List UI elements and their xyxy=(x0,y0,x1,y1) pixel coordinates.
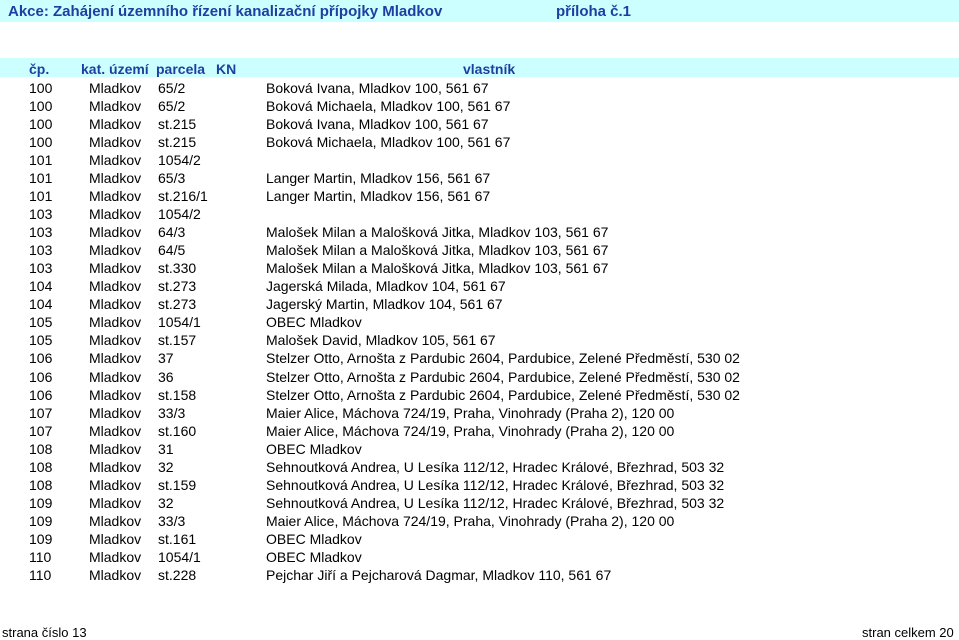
table-row xyxy=(0,530,959,548)
table-row xyxy=(0,566,959,584)
cell-cp: 103 xyxy=(29,224,53,241)
cell-ku: Mladkov xyxy=(89,476,142,493)
cell-parcela: 65/2 xyxy=(158,98,186,115)
cell-cp: 109 xyxy=(29,530,53,547)
cell-cp: 104 xyxy=(29,296,53,313)
table-row xyxy=(0,440,959,458)
cell-owner: Malošek Milan a Malošková Jitka, Mladkov 103, 561 67 xyxy=(266,260,609,277)
cell-owner: Maier Alice, Máchova 724/19, Praha, Vinohrady (Praha 2), 120 00 xyxy=(266,404,675,421)
table-row xyxy=(0,295,959,313)
page-total: stran celkem 20 xyxy=(862,625,954,640)
cell-cp: 106 xyxy=(29,368,53,385)
header-cp: čp. xyxy=(29,61,50,77)
cell-parcela: st.215 xyxy=(158,116,197,133)
table-row xyxy=(0,331,959,349)
cell-parcela: st.215 xyxy=(158,134,197,151)
cell-owner: Sehnoutková Andrea, U Lesíka 112/12, Hradec Králové, Březhrad, 503 32 xyxy=(266,494,725,511)
cell-cp: 101 xyxy=(29,152,53,169)
cell-owner: Malošek David, Mladkov 105, 561 67 xyxy=(266,332,496,349)
cell-ku: Mladkov xyxy=(89,278,142,295)
cell-ku: Mladkov xyxy=(89,530,142,547)
cell-cp: 106 xyxy=(29,350,53,367)
cell-parcela: st.228 xyxy=(158,566,197,583)
cell-cp: 110 xyxy=(29,548,52,565)
header-parcela: parcela xyxy=(156,61,206,77)
cell-ku: Mladkov xyxy=(89,242,142,259)
table-row xyxy=(0,259,959,277)
cell-owner: Boková Ivana, Mladkov 100, 561 67 xyxy=(266,80,489,96)
table-row xyxy=(0,187,959,205)
table-row xyxy=(0,404,959,422)
cell-ku: Mladkov xyxy=(89,386,142,403)
cell-parcela: 1054/2 xyxy=(158,206,201,223)
cell-owner: Sehnoutková Andrea, U Lesíka 112/12, Hradec Králové, Březhrad, 503 32 xyxy=(266,476,725,493)
cell-owner: Stelzer Otto, Arnošta z Pardubic 2604, Pardubice, Zelené Předměstí, 530 02 xyxy=(266,386,740,403)
cell-parcela: 33/3 xyxy=(158,404,186,421)
cell-ku: Mladkov xyxy=(89,404,142,421)
table-row xyxy=(0,368,959,386)
cell-cp: 107 xyxy=(29,422,53,439)
cell-owner: Jagerský Martin, Mladkov 104, 561 67 xyxy=(266,296,503,313)
table-row xyxy=(0,223,959,241)
cell-owner: Pejchar Jiří a Pejcharová Dagmar, Mladkov 110, 561 67 xyxy=(266,566,612,583)
table-row xyxy=(0,458,959,476)
cell-cp: 110 xyxy=(29,566,52,583)
cell-ku: Mladkov xyxy=(89,188,142,205)
cell-ku: Mladkov xyxy=(89,566,142,583)
cell-ku: Mladkov xyxy=(89,116,142,133)
cell-owner: Langer Martin, Mladkov 156, 561 67 xyxy=(266,170,491,187)
cell-cp: 108 xyxy=(29,440,53,457)
cell-cp: 101 xyxy=(29,188,53,205)
cell-parcela: st.330 xyxy=(158,260,197,277)
cell-parcela: 32 xyxy=(158,494,174,511)
cell-ku: Mladkov xyxy=(89,134,142,151)
header-ku: kat. území xyxy=(81,61,149,77)
cell-parcela: 37 xyxy=(158,350,174,367)
cell-ku: Mladkov xyxy=(89,512,142,529)
cell-ku: Mladkov xyxy=(89,206,142,223)
cell-owner: Maier Alice, Máchova 724/19, Praha, Vinohrady (Praha 2), 120 00 xyxy=(266,512,675,529)
cell-owner: OBEC Mladkov xyxy=(266,548,362,565)
cell-ku: Mladkov xyxy=(89,440,142,457)
cell-cp: 107 xyxy=(29,404,53,421)
cell-cp: 109 xyxy=(29,512,53,529)
cell-ku: Mladkov xyxy=(89,350,142,367)
cell-parcela: st.160 xyxy=(158,422,197,439)
cell-parcela: st.161 xyxy=(158,530,197,547)
cell-ku: Mladkov xyxy=(89,98,142,115)
cell-ku: Mladkov xyxy=(89,80,142,96)
table-row xyxy=(0,476,959,494)
cell-ku: Mladkov xyxy=(89,170,142,187)
cell-owner: Boková Michaela, Mladkov 100, 561 67 xyxy=(266,134,511,151)
cell-parcela: st.159 xyxy=(158,476,197,493)
table-row xyxy=(0,313,959,331)
table-body xyxy=(0,79,959,584)
cell-parcela: 65/3 xyxy=(158,170,186,187)
cell-parcela: 33/3 xyxy=(158,512,186,529)
cell-ku: Mladkov xyxy=(89,152,142,169)
cell-cp: 103 xyxy=(29,242,53,259)
cell-ku: Mladkov xyxy=(89,296,142,313)
cell-ku: Mladkov xyxy=(89,224,142,241)
cell-ku: Mladkov xyxy=(89,368,142,385)
table-row xyxy=(0,169,959,187)
cell-parcela: 64/3 xyxy=(158,224,186,241)
cell-parcela: 65/2 xyxy=(158,80,186,96)
cell-ku: Mladkov xyxy=(89,494,142,511)
table-row xyxy=(0,79,959,97)
cell-owner: Stelzer Otto, Arnošta z Pardubic 2604, Pardubice, Zelené Předměstí, 530 02 xyxy=(266,368,740,385)
cell-parcela: st.216/1 xyxy=(158,188,208,205)
cell-cp: 103 xyxy=(29,260,53,277)
cell-parcela: 1054/1 xyxy=(158,314,201,331)
cell-parcela: st.157 xyxy=(158,332,197,349)
cell-owner: Langer Martin, Mladkov 156, 561 67 xyxy=(266,188,491,205)
cell-ku: Mladkov xyxy=(89,548,142,565)
cell-ku: Mladkov xyxy=(89,332,142,349)
cell-cp: 100 xyxy=(29,134,53,151)
table-row xyxy=(0,548,959,566)
cell-parcela: 32 xyxy=(158,458,174,475)
table-row xyxy=(0,241,959,259)
cell-owner: OBEC Mladkov xyxy=(266,314,362,331)
cell-owner: Stelzer Otto, Arnošta z Pardubic 2604, Pardubice, Zelené Předměstí, 530 02 xyxy=(266,350,740,367)
cell-parcela: st.158 xyxy=(158,386,197,403)
cell-parcela: 31 xyxy=(158,440,174,457)
table-row xyxy=(0,349,959,367)
cell-owner: Jagerská Milada, Mladkov 104, 561 67 xyxy=(266,278,506,295)
cell-cp: 100 xyxy=(29,80,53,96)
cell-cp: 100 xyxy=(29,116,53,133)
cell-cp: 101 xyxy=(29,170,53,187)
cell-parcela: 1054/1 xyxy=(158,548,201,565)
cell-owner: Boková Michaela, Mladkov 100, 561 67 xyxy=(266,98,511,115)
page-number: strana číslo 13 xyxy=(2,625,87,640)
table-row xyxy=(0,151,959,169)
cell-parcela: 64/5 xyxy=(158,242,186,259)
table-row xyxy=(0,133,959,151)
cell-owner: OBEC Mladkov xyxy=(266,440,362,457)
header-owner: vlastník xyxy=(463,61,516,77)
table-row xyxy=(0,205,959,223)
table-row xyxy=(0,97,959,115)
cell-cp: 104 xyxy=(29,278,53,295)
cell-owner: Maier Alice, Máchova 724/19, Praha, Vinohrady (Praha 2), 120 00 xyxy=(266,422,675,439)
cell-parcela: st.273 xyxy=(158,278,197,295)
cell-cp: 108 xyxy=(29,458,53,475)
cell-ku: Mladkov xyxy=(89,314,142,331)
table-row xyxy=(0,115,959,133)
table-row xyxy=(0,277,959,295)
cell-cp: 103 xyxy=(29,206,53,223)
cell-cp: 105 xyxy=(29,332,53,349)
table-row xyxy=(0,512,959,530)
cell-cp: 100 xyxy=(29,98,53,115)
cell-parcela: 36 xyxy=(158,368,174,385)
document-title: Akce: Zahájení územního řízení kanalizační přípojky Mladkov xyxy=(8,3,443,20)
cell-owner: Sehnoutková Andrea, U Lesíka 112/12, Hradec Králové, Březhrad, 503 32 xyxy=(266,458,725,475)
cell-cp: 108 xyxy=(29,476,53,493)
cell-cp: 105 xyxy=(29,314,53,331)
cell-owner: Malošek Milan a Malošková Jitka, Mladkov 103, 561 67 xyxy=(266,224,609,241)
cell-ku: Mladkov xyxy=(89,458,142,475)
cell-owner: Boková Ivana, Mladkov 100, 561 67 xyxy=(266,116,489,133)
table-row xyxy=(0,422,959,440)
header-kn: KN xyxy=(216,61,237,77)
table-row xyxy=(0,494,959,512)
cell-ku: Mladkov xyxy=(89,260,142,277)
cell-parcela: 1054/2 xyxy=(158,152,201,169)
cell-owner: OBEC Mladkov xyxy=(266,530,362,547)
cell-parcela: st.273 xyxy=(158,296,197,313)
appendix-label: příloha č.1 xyxy=(556,3,632,20)
cell-ku: Mladkov xyxy=(89,422,142,439)
cell-cp: 106 xyxy=(29,386,53,403)
cell-cp: 109 xyxy=(29,494,53,511)
table-row xyxy=(0,386,959,404)
cell-owner: Malošek Milan a Malošková Jitka, Mladkov 103, 561 67 xyxy=(266,242,609,259)
